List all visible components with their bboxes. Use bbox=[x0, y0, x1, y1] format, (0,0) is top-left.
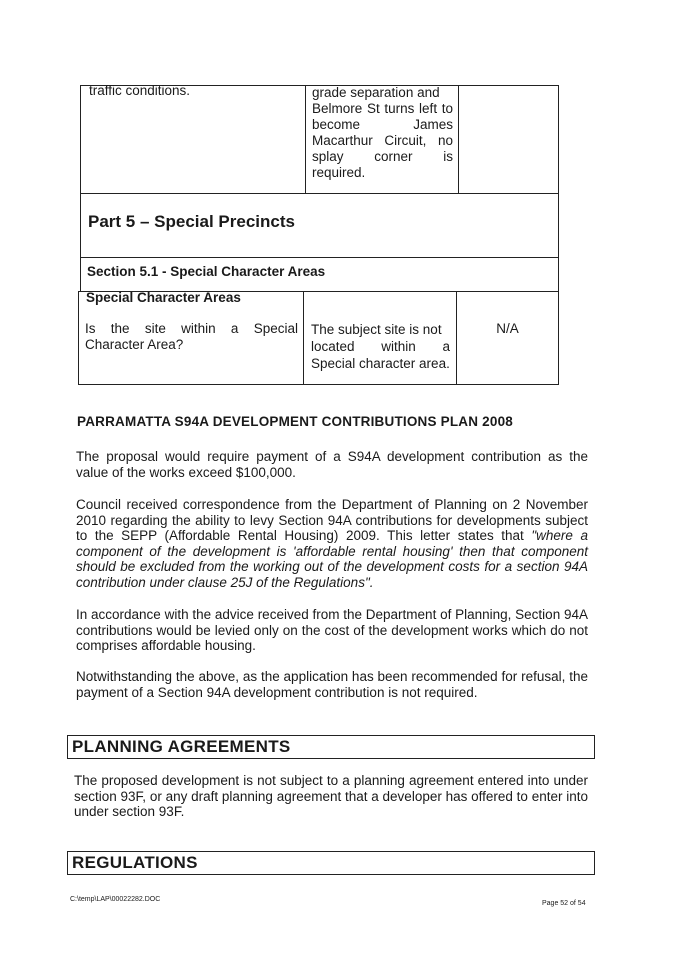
table-row-divider-1 bbox=[80, 193, 559, 194]
s94a-paragraph-1: The proposal would require payment of a S94A development contribution as the value of the works exceed $100,000. bbox=[76, 449, 588, 480]
table-col-divider-1 bbox=[305, 85, 306, 193]
table-col-divider-4 bbox=[456, 291, 457, 384]
table-border-left-lower bbox=[78, 291, 79, 384]
table-border-right bbox=[558, 85, 559, 385]
s94a-paragraph-2-quote: "where a component of the development is 'affordable rental housing' then that component should be excluded from the working out of the development costs for a section 94A contribution under clause 25J of the Regulations". bbox=[76, 528, 588, 590]
table-border-left-upper bbox=[80, 85, 81, 291]
cell-line: Macarthur Circuit, no bbox=[312, 133, 453, 148]
s94a-paragraph-4: Notwithstanding the above, as the application has been recommended for refusal, the payment of a Section 94A development contribution is not required. bbox=[76, 669, 588, 700]
compliance-value: N/A bbox=[496, 321, 519, 336]
cell-line: Is the site within a Special bbox=[85, 321, 298, 336]
cell-line: Special character area. bbox=[311, 356, 450, 371]
special-character-question bbox=[85, 321, 298, 353]
cell-line: Belmore St turns left to bbox=[312, 101, 453, 116]
planning-agreements-heading-box bbox=[67, 735, 595, 759]
table-col-divider-3 bbox=[303, 291, 304, 384]
cell-line: The subject site is not bbox=[311, 322, 442, 337]
s94a-paragraph-3: In accordance with the advice received from the Department of Planning, Section 94A contributions would be levied only on the cost of the development works which do not comprises affordable housing. bbox=[76, 607, 588, 653]
cell-line: required. bbox=[312, 165, 366, 180]
footer-file-path: C:\temp\LAP\00022282.DOC bbox=[70, 896, 161, 903]
table-border-bottom bbox=[78, 384, 559, 385]
table-row-divider-2 bbox=[80, 257, 559, 258]
cell-line: grade separation and bbox=[312, 85, 440, 100]
planning-agreements-text: The proposed development is not subject to a planning agreement entered into under section 93F, or any draft planning agreement that a developer has offered to enter into under section 93F. bbox=[74, 773, 588, 819]
part-5-heading: Part 5 – Special Precincts bbox=[88, 212, 295, 231]
regulations-heading: REGULATIONS bbox=[72, 853, 198, 872]
cell-line: located within a bbox=[311, 339, 450, 354]
cell-line: Character Area? bbox=[85, 337, 184, 352]
section-5-1-heading: Section 5.1 - Special Character Areas bbox=[87, 264, 326, 279]
cell-traffic-conditions: traffic conditions. bbox=[89, 83, 191, 98]
s94a-heading: PARRAMATTA S94A DEVELOPMENT CONTRIBUTIONS PLAN 2008 bbox=[77, 414, 513, 429]
cell-grade-separation bbox=[312, 85, 453, 181]
cell-line: splay corner is bbox=[312, 149, 453, 164]
s94a-paragraph-2 bbox=[76, 497, 588, 590]
special-character-areas-title: Special Character Areas bbox=[86, 290, 241, 305]
planning-agreements-heading: PLANNING AGREEMENTS bbox=[72, 737, 291, 756]
special-character-answer bbox=[311, 321, 450, 372]
cell-line: become James bbox=[312, 117, 453, 132]
regulations-heading-box bbox=[67, 851, 595, 875]
s94a-paragraph-2-text: Council received correspondence from the Department of Planning on 2 November 2010 regarding the ability to levy Section 94A contributions for developments subject to the SEPP (Affordable Rental Housing) 2009. This letter states that bbox=[76, 497, 588, 543]
table-col-divider-2 bbox=[458, 85, 459, 193]
footer-page-number: Page 52 of 54 bbox=[542, 900, 586, 907]
